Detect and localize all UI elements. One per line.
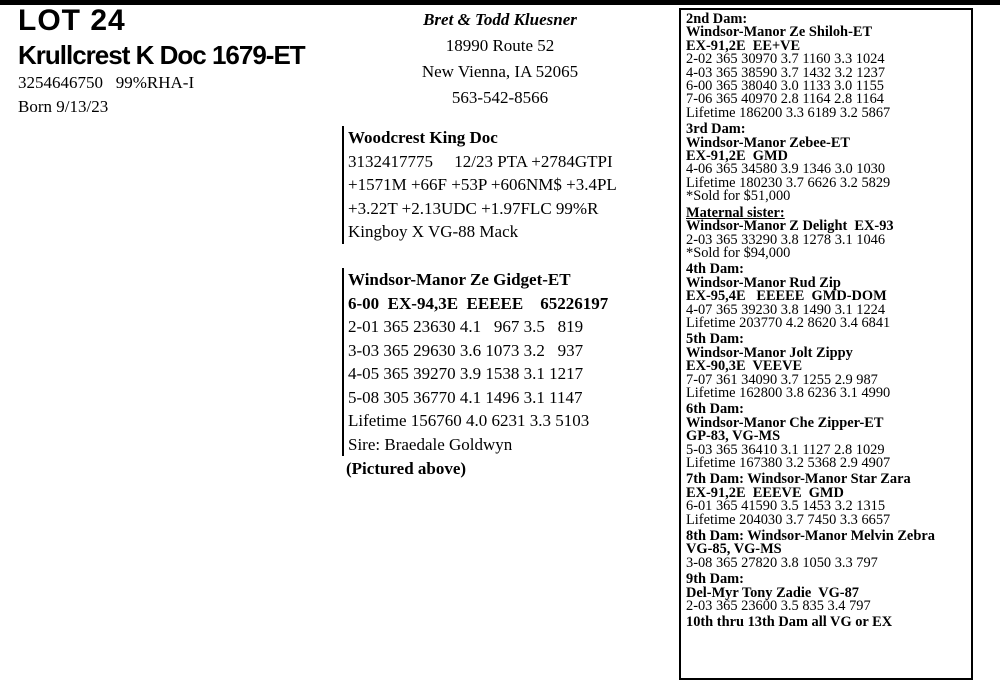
dam-heading: 6th Dam:: [686, 401, 744, 418]
record-line: Lifetime 203770 4.2 8620 3.4 6841: [686, 314, 891, 331]
dam-name: Windsor-Manor Che Zipper-ET: [686, 414, 884, 431]
sire-line: 3132417775 12/23 PTA +2784GTPI: [348, 151, 613, 171]
record-line: 2-03 365 33290 3.8 1278 3.1 1046: [686, 231, 886, 248]
sire-name: Woodcrest King Doc: [348, 128, 498, 147]
sire-line: Kingboy X VG-88 Mack: [348, 222, 519, 241]
dam-classification: EX-95,4E EEEEE GMD-DOM: [686, 288, 887, 305]
sire-line: +3.22T +2.13UDC +1.97FLC 99%R: [348, 198, 599, 218]
dam-classification: EX-90,3E VEEVE: [686, 358, 803, 375]
record-line: 4-07 365 39230 3.8 1490 3.1 1224: [686, 301, 886, 318]
dam-heading: 8th Dam: Windsor-Manor Melvin Zebra: [686, 528, 935, 545]
record-line: Lifetime 180230 3.7 6626 3.2 5829: [686, 174, 891, 191]
dam-record: 5-08 305 36770 4.1 1496 3.1 1147: [348, 387, 583, 407]
record-line: 5-03 365 36410 3.1 1127 2.8 1029: [686, 441, 885, 458]
dam-heading: 7th Dam: Windsor-Manor Star Zara: [686, 471, 911, 488]
dam-name: Windsor-Manor Rud Zip: [686, 274, 841, 291]
animal-name: Krullcrest K Doc 1679-ET: [18, 40, 305, 70]
dam-name: Windsor-Manor Zebee-ET: [686, 134, 851, 151]
dam-heading: 2nd Dam:: [686, 11, 748, 27]
consignor-address-1: 18990 Route 52: [445, 36, 555, 55]
consignor-name: Bret & Todd Kluesner: [423, 10, 577, 29]
record-line: 7-06 365 40970 2.8 1164 2.8 1164: [686, 91, 884, 108]
record-line: 6-00 365 38040 3.0 1133 3.0 1155: [686, 78, 884, 95]
remaining-dams-note: 10th thru 13th Dam all VG or EX: [686, 614, 893, 631]
sister-name: Windsor-Manor Z Delight EX-93: [686, 218, 894, 235]
record-line: 2-02 365 30970 3.7 1160 3.3 1024: [686, 51, 885, 68]
dam-name: Windsor-Manor Jolt Zippy: [686, 344, 853, 361]
dam-lifetime: Lifetime 156760 4.0 6231 3.3 5103: [348, 411, 590, 430]
dam-classification: EX-91,2E EE+VE: [686, 37, 801, 54]
dam-classification: 6-00 EX-94,3E EEEEE 65226197: [348, 293, 609, 313]
lot-number: LOT 24: [18, 4, 126, 37]
sale-note: *Sold for $51,000: [686, 188, 791, 205]
dam-heading: 4th Dam:: [686, 261, 744, 278]
dam-classification: VG-85, VG-MS: [686, 541, 782, 558]
extended-pedigree-box: [679, 8, 973, 680]
top-rule: [0, 0, 1000, 5]
record-line: 2-03 365 23600 3.5 835 3.4 797: [686, 598, 871, 615]
dam-record: 4-05 365 39270 3.9 1538 3.1 1217: [348, 364, 584, 383]
birth-date: Born 9/13/23: [18, 97, 109, 116]
dam-record: 2-01 365 23630 4.1 967 3.5 819: [348, 317, 584, 336]
dam-record: 3-03 365 29630 3.6 1073 3.2 937: [348, 340, 584, 360]
consignor-block: [400, 7, 600, 111]
dam-heading: 9th Dam:: [686, 571, 744, 588]
dam-name: Windsor-Manor Ze Gidget-ET: [348, 270, 571, 289]
dam-classification: GP-83, VG-MS: [686, 428, 781, 445]
dam-name: Windsor-Manor Ze Shiloh-ET: [686, 24, 873, 41]
record-line: Lifetime 162800 3.8 6236 3.1 4990: [686, 384, 891, 401]
sire-block: [342, 126, 678, 244]
sire-line: +1571M +66F +53P +606NM$ +3.4PL: [348, 175, 617, 194]
record-line: 3-08 365 27820 3.8 1050 3.3 797: [686, 554, 878, 571]
consignor-address-2: New Vienna, IA 52065: [421, 62, 579, 81]
record-line: Lifetime 186200 3.3 6189 3.2 5867: [686, 104, 891, 121]
record-line: 4-06 365 34580 3.9 1346 3.0 1030: [686, 161, 886, 178]
pictured-note: (Pictured above): [346, 459, 467, 478]
sale-note: *Sold for $94,000: [686, 244, 791, 261]
dam-name: Del-Myr Tony Zadie VG-87: [686, 584, 859, 601]
dam-classification: EX-91,2E GMD: [686, 148, 788, 165]
consignor-phone: 563-542-8566: [451, 88, 549, 107]
record-line: 4-03 365 38590 3.7 1432 3.2 1237: [686, 64, 886, 81]
dam-heading: 3rd Dam:: [686, 121, 746, 138]
record-line: Lifetime 167380 3.2 5368 2.9 4907: [686, 455, 891, 471]
dam-heading: 5th Dam:: [686, 331, 744, 348]
dam-block: [342, 268, 678, 456]
registration-line: 3254646750 99%RHA-I: [18, 73, 195, 92]
record-line: Lifetime 204030 3.7 7450 3.3 6657: [686, 511, 891, 528]
record-line: 6-01 365 41590 3.5 1453 3.2 1315: [686, 498, 886, 515]
maternal-sister-heading: Maternal sister:: [686, 204, 785, 221]
record-line: 7-07 361 34090 3.7 1255 2.9 987: [686, 371, 878, 388]
dam-classification: EX-91,2E EEEVE GMD: [686, 484, 844, 501]
dam-sire: Sire: Braedale Goldwyn: [348, 434, 513, 454]
